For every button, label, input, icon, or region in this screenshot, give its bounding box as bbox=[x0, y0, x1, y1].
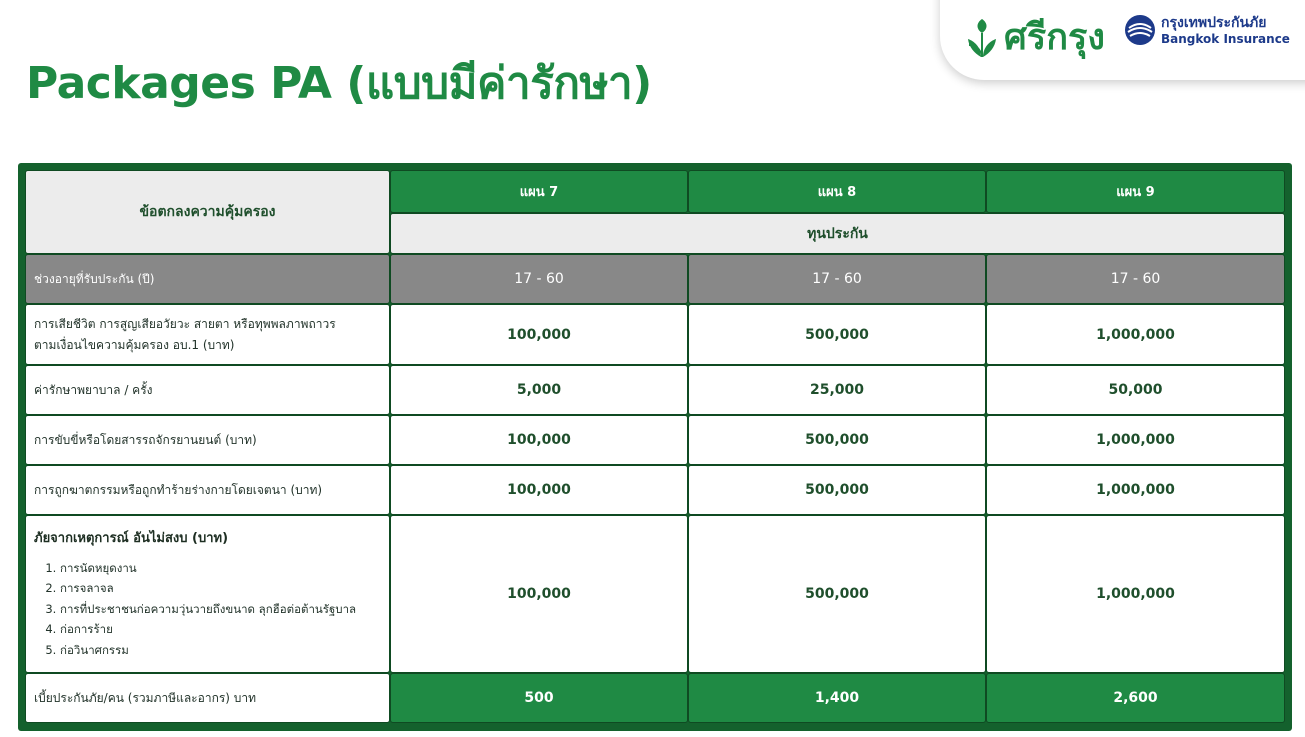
death-disability-label bbox=[25, 304, 390, 365]
age-range-plan-9: 17 - 60 bbox=[986, 254, 1285, 304]
civil-unrest-list bbox=[60, 558, 356, 661]
death-disability-plan-8: 500,000 bbox=[688, 304, 986, 365]
civil-unrest-plan-7: 100,000 bbox=[390, 515, 688, 673]
plan-header-9: แผน 9 bbox=[986, 170, 1285, 213]
premium-plan-7: 500 bbox=[390, 673, 688, 723]
assault-plan-9: 1,000,000 bbox=[986, 465, 1285, 515]
civil-unrest-label bbox=[25, 515, 390, 673]
death-disability-label-line-2: ตามเงื่อนไขความคุ้มครอง อบ.1 (บาท) bbox=[34, 337, 235, 352]
motorcycle-label: การขับขี่หรือโดยสารรถจักรยานยนต์ (บาท) bbox=[25, 415, 390, 465]
plan-header-7: แผน 7 bbox=[390, 170, 688, 213]
package-table bbox=[18, 163, 1292, 731]
age-range-label: ช่วงอายุที่รับประกัน (ปี) bbox=[25, 254, 390, 304]
plan-header-8: แผน 8 bbox=[688, 170, 986, 213]
assault-label: การถูกฆาตกรรมหรือถูกทำร้ายร่างกายโดยเจตนา (บาท) bbox=[25, 465, 390, 515]
page-title: Packages PA (แบบมีค่ารักษา) bbox=[26, 58, 652, 109]
age-range-plan-7: 17 - 60 bbox=[390, 254, 688, 304]
bangkok-insurance-logo bbox=[1124, 14, 1290, 46]
civil-unrest-item: 5. ก่อวินาศกรรม bbox=[60, 640, 356, 661]
death-disability-plan-9: 1,000,000 bbox=[986, 304, 1285, 365]
bangkok-insurance-thai-name: กรุงเทพประกันภัย bbox=[1161, 14, 1267, 31]
bangkok-insurance-emblem-icon bbox=[1124, 14, 1156, 46]
assault-plan-7: 100,000 bbox=[390, 465, 688, 515]
civil-unrest-plan-8: 500,000 bbox=[688, 515, 986, 673]
medical-expense-plan-7: 5,000 bbox=[390, 365, 688, 415]
motorcycle-plan-7: 100,000 bbox=[390, 415, 688, 465]
civil-unrest-item: 3. การที่ประชาชนก่อความวุ่นวายถึงขนาด ลุกฮือต่อต้านรัฐบาล bbox=[60, 599, 356, 620]
srikrung-wordmark: ศรีกรุง bbox=[1004, 17, 1105, 58]
bangkok-insurance-english-name: Bangkok Insurance bbox=[1161, 31, 1290, 46]
srikrung-logo bbox=[966, 8, 1105, 65]
premium-label: เบี้ยประกันภัย/คน (รวมภาษีและอากร) บาท bbox=[25, 673, 390, 723]
motorcycle-plan-9: 1,000,000 bbox=[986, 415, 1285, 465]
coverage-header-label: ข้อตกลงความคุ้มครอง bbox=[25, 170, 390, 254]
motorcycle-plan-8: 500,000 bbox=[688, 415, 986, 465]
civil-unrest-item: 2. การจลาจล bbox=[60, 578, 356, 599]
civil-unrest-item: 1. การนัดหยุดงาน bbox=[60, 558, 356, 579]
medical-expense-plan-8: 25,000 bbox=[688, 365, 986, 415]
medical-expense-plan-9: 50,000 bbox=[986, 365, 1285, 415]
sum-insured-label: ทุนประกัน bbox=[390, 213, 1285, 254]
death-disability-plan-7: 100,000 bbox=[390, 304, 688, 365]
premium-plan-9: 2,600 bbox=[986, 673, 1285, 723]
sprout-icon bbox=[966, 13, 998, 61]
death-disability-label-line-1: การเสียชีวิต การสูญเสียอวัยวะ สายตา หรือทุพพลภาพถาวร bbox=[34, 317, 336, 332]
medical-expense-label: ค่ารักษาพยาบาล / ครั้ง bbox=[25, 365, 390, 415]
age-range-plan-8: 17 - 60 bbox=[688, 254, 986, 304]
civil-unrest-plan-9: 1,000,000 bbox=[986, 515, 1285, 673]
civil-unrest-title: ภัยจากเหตุการณ์ อันไม่สงบ (บาท) bbox=[34, 530, 229, 546]
assault-plan-8: 500,000 bbox=[688, 465, 986, 515]
civil-unrest-item: 4. ก่อการร้าย bbox=[60, 619, 356, 640]
premium-plan-8: 1,400 bbox=[688, 673, 986, 723]
